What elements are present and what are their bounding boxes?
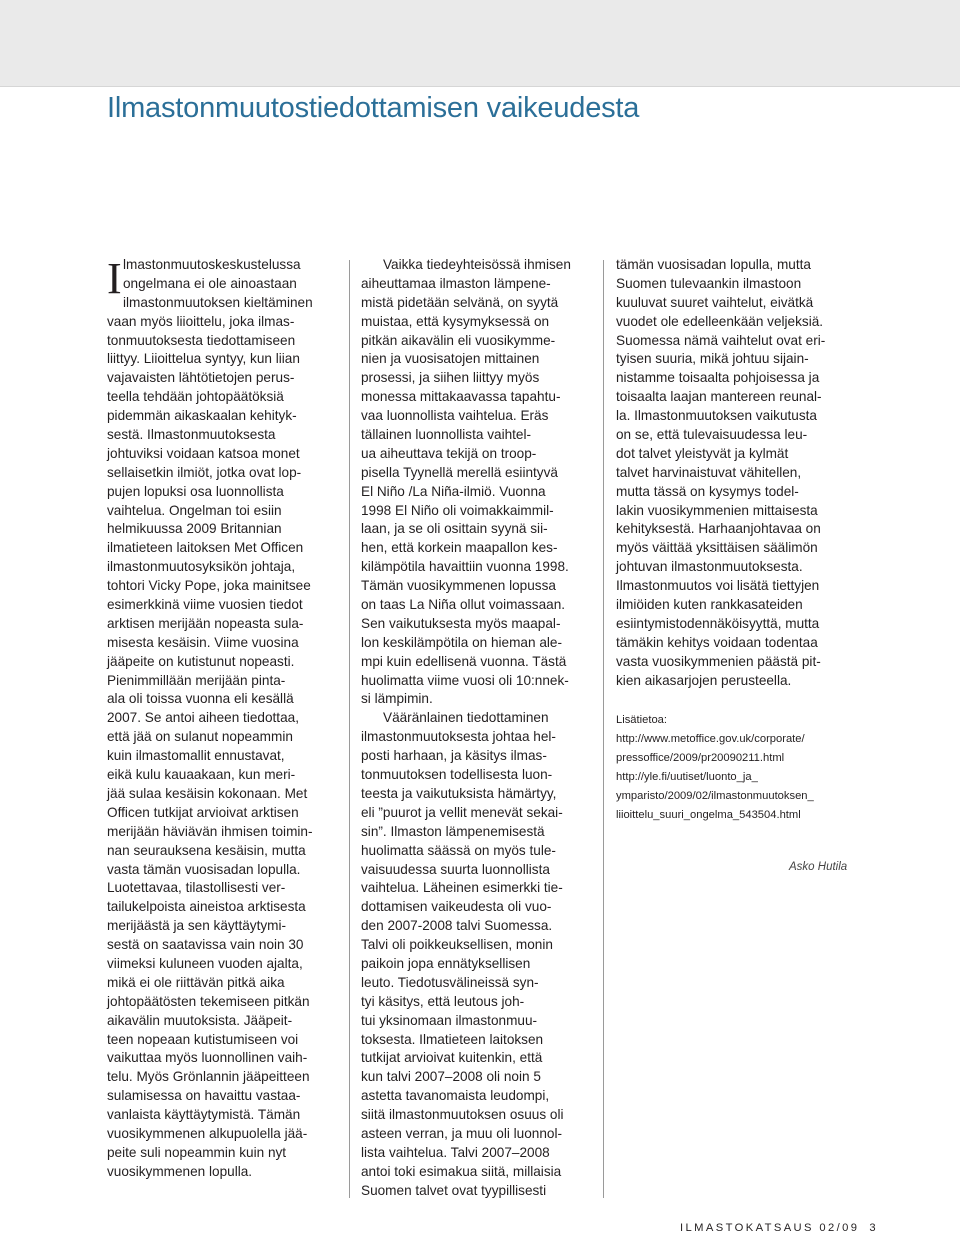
text-line: aikavälin muutoksista. Jääpeit-	[107, 1012, 293, 1028]
text-line: toksesta. Ilmatieteen laitoksen	[361, 1031, 544, 1047]
text-line: antoi toki esimakua siitä, millaisia	[361, 1163, 562, 1179]
text-line: lakin vuosikymmenien mittaisesta	[616, 502, 818, 518]
text-line: merijään häviävän ihmisen toimin-	[107, 823, 313, 839]
text-line: johtuvan ilmastonmuutoksesta.	[616, 559, 803, 575]
text-line: lon keskilämpötila on hieman ale-	[361, 634, 562, 650]
text-line: prosessi, ja siihen liittyy myös	[361, 370, 540, 386]
text-line: tyisen suuria, mikä johtuu sijain-	[616, 351, 809, 367]
text-line: liittyy. Liioittelua syntyy, kun liian	[107, 351, 300, 367]
text-line: lmastonmuutoskeskustelussa	[123, 257, 301, 272]
text-line: viimeksi kuluneen vuoden ajalta,	[107, 955, 303, 971]
text-line: vaihtelua. Läheinen esimerkki tie-	[361, 880, 563, 896]
text-line: misesta kesäisin. Viime vuosina	[107, 634, 299, 650]
text-line: muistaa, että kysymyksessä on	[361, 313, 550, 329]
text-line: tämän vuosisadan lopulla, mutta	[616, 257, 811, 272]
text-line: huolimatta viime vuosi oli 10:nnek-	[361, 672, 569, 688]
publication-name: ILMASTOKATSAUS 02/09	[680, 1222, 860, 1234]
text-line: tällainen luonnollista vaihtel-	[361, 427, 532, 443]
text-line: laan, ja se oli osittain syynä sii-	[361, 521, 548, 537]
page-footer	[680, 1222, 876, 1234]
text-line: vajavaisten lähtötietojen perus-	[107, 370, 295, 386]
text-line: helmikuussa 2009 Britannian	[107, 521, 282, 537]
text-line: kun talvi 2007–2008 oli noin 5	[361, 1069, 541, 1085]
text-line: tonmuutoksen todellisesta luon-	[361, 767, 553, 783]
text-line: jää sulaa kesäisin kokonaan. Met	[107, 785, 308, 801]
text-line: hen, että korkein maapallon kes-	[361, 540, 558, 556]
text-line: nien ja vuosisatojen mittainen	[361, 351, 540, 367]
text-line: teesta ja vaikutuksista hämärtyy,	[361, 785, 557, 801]
link-line[interactable]: http://www.metoffice.gov.uk/corporate/	[616, 733, 805, 745]
text-line: tailukelpoista aineistoa arktisesta	[107, 899, 306, 915]
text-line: ala oli toissa vuonna eli kesällä	[107, 691, 294, 707]
text-line: esimerkkinä viime vuosien tiedot	[107, 597, 303, 613]
text-line: sestä. Ilmastonmuutoksesta	[107, 427, 276, 443]
text-line: pujen lopuksi osa luonnollista	[107, 483, 284, 499]
text-line: sin”. Ilmaston lämpenemisestä	[361, 823, 545, 839]
text-line: 2007. Se antoi aiheen tiedottaa,	[107, 710, 299, 726]
text-line: aiheuttamaa ilmaston lämpene-	[361, 275, 551, 291]
text-line: Luotettavaa, tilastollisesti ver-	[107, 880, 286, 896]
text-line: toisaalta laajan mantereen reunal-	[616, 389, 822, 405]
text-line: vasta vuosikymmenien päästä pit-	[616, 653, 821, 669]
text-line: Sen vaikutuksesta myös maapal-	[361, 615, 561, 631]
text-line: myös väittää yksittäisen säälimön	[616, 540, 818, 556]
article-title: Ilmastonmuutostiedottamisen vaikeudesta	[107, 92, 640, 124]
text-line: lista vaihtelua. Talvi 2007–2008	[361, 1144, 550, 1160]
text-line: vuodet ole edelleenkään veljeksiä.	[616, 313, 824, 329]
text-line: tämäkin kehitys voidaan todentaa	[616, 634, 818, 650]
link-line[interactable]: ymparisto/2009/02/ilmastonmuutoksen_	[616, 790, 814, 802]
text-line: asteen verran, ja muu oli luonnol-	[361, 1125, 562, 1141]
text-line: pitkän aikavälin eli vuosikymme-	[361, 332, 556, 348]
body-column-3	[616, 256, 852, 690]
text-line: astetta tavanomaista leudompi,	[361, 1088, 550, 1104]
text-line: on se, että tulevaisuudessa leu-	[616, 427, 808, 443]
text-line: mikä ei ole riittävän pitkä aika	[107, 974, 285, 990]
text-line: Suomen talvet ovat tyypillisesti	[361, 1182, 547, 1198]
text-line: tutkijat arvioivat kuitenkin, että	[361, 1050, 543, 1066]
text-line: vuosikymmenen lopulla.	[107, 1163, 253, 1179]
column-divider	[603, 260, 604, 1198]
text-line: sestä on saatavissa vain noin 30	[107, 937, 304, 953]
text-line: posti harhaan, ja käsitys ilmas-	[361, 748, 547, 764]
text-line: Suomen tulevaankin ilmastoon	[616, 275, 802, 291]
text-line: mpi kuin edellisenä vuonna. Tästä	[361, 653, 567, 669]
text-line: siitä ilmastonmuutoksen osuus oli	[361, 1107, 564, 1123]
text-line: leuto. Tiedotusvälineissä syn-	[361, 974, 539, 990]
text-line: vaan myös liioittelu, joka ilmas-	[107, 313, 295, 329]
text-line: ua aiheuttava tekijä on troop-	[361, 445, 537, 461]
text-line: den 2007-2008 talvi Suomessa.	[361, 918, 553, 934]
body-column-1	[107, 256, 343, 1182]
text-line: jääpeite on kutistunut nopeasti.	[107, 653, 295, 669]
text-line: Vaikka tiedeyhteisössä ihmisen	[383, 257, 571, 272]
text-line: ilmastonmuutosyksikön johtaja,	[107, 559, 296, 575]
text-line: esiintymistodennäköisyyttä, mutta	[616, 615, 820, 631]
text-line: mutta tässä on kysymys todel-	[616, 483, 799, 499]
text-line: El Niño /La Niña-ilmiö. Vuonna	[361, 483, 546, 499]
column-divider	[349, 260, 350, 1198]
drop-cap: I	[107, 254, 122, 303]
text-line: talvet harvinaistuvat vähitellen,	[616, 464, 802, 480]
text-line: nan seurauksena kesäisin, mutta	[107, 842, 306, 858]
text-line: 1998 El Niño oli voimakkaimmil-	[361, 502, 554, 518]
text-line: arktisen merijään nopeasta sula-	[107, 615, 304, 631]
links-heading: Lisätietoa:	[616, 714, 667, 726]
text-line: tonmuutoksesta tiedottamiseen	[107, 332, 296, 348]
text-line: peite suli nopeammin kuin nyt	[107, 1144, 287, 1160]
text-line: Officen tutkijat arvioivat arktisen	[107, 804, 299, 820]
text-line: kehityksestä. Harhaanjohtavaa on	[616, 521, 821, 537]
text-line: kilämpötila havaittiin vuonna 1998.	[361, 559, 569, 575]
text-line: tui yksinomaan ilmastonmuu-	[361, 1012, 538, 1028]
text-line: johtuviksi voidaan katsoa monet	[107, 445, 300, 461]
text-line: eli ”puurot ja vellit menevät sekai-	[361, 804, 563, 820]
text-line: monessa mittakaavassa tapahtu-	[361, 389, 561, 405]
link-line[interactable]: http://yle.fi/uutiset/luonto_ja_	[616, 771, 758, 783]
text-line: sulamisessa on havaittu vastaa-	[107, 1088, 301, 1104]
text-line: tyi käsitys, että leutous joh-	[361, 993, 525, 1009]
text-line: vanlaista käyttäytymistä. Tämän	[107, 1107, 301, 1123]
text-line: kien aikasarjojen perusteella.	[616, 672, 792, 688]
text-line: merijäästä ja sen käyttäytymi-	[107, 918, 287, 934]
text-line: vaa luonnollista vaihtelua. Eräs	[361, 408, 549, 424]
text-line: si lämpimin.	[361, 691, 433, 707]
link-line[interactable]: liioittelu_suuri_ongelma_543504.html	[616, 809, 801, 821]
text-line: Pienimmillään merijään pinta-	[107, 672, 286, 688]
text-line: kuin ilmastomallit ennustavat,	[107, 748, 285, 764]
link-line[interactable]: pressoffice/2009/pr20090211.html	[616, 752, 785, 764]
text-line: dottamisen vaikeudesta oli vuo-	[361, 899, 552, 915]
text-line: nistamme toisaalta pohjoisessa ja	[616, 370, 820, 386]
text-line: pisella Tyynellä merellä esiintyvä	[361, 464, 558, 480]
text-line: että jää on sulanut nopeammin	[107, 729, 293, 745]
text-line: paikoin jopa ennätyksellisen	[361, 955, 531, 971]
header-band	[0, 0, 960, 87]
text-line: kuuluvat suuret vaihtelut, eivätkä	[616, 294, 814, 310]
text-line: Tämän vuosikymmenen lopussa	[361, 578, 556, 594]
author-byline: Asko Hutila	[789, 861, 848, 873]
text-line: Vääränlainen tiedottaminen	[383, 710, 549, 726]
body-column-2	[361, 256, 593, 1201]
text-line: eikä kulu kauaakaan, kun meri-	[107, 767, 296, 783]
further-info-links	[616, 711, 856, 825]
text-line: Ilmastonmuutos voi lisätä tiettyjen	[616, 578, 820, 594]
text-line: vasta tämän vuosisadan lopulla.	[107, 861, 301, 877]
text-line: ilmastonmuutoksesta johtaa hel-	[361, 729, 556, 745]
text-line: sellaisetkin ilmiöt, jotka ovat lop-	[107, 464, 302, 480]
text-line: ongelmana ei ole ainoastaan	[123, 275, 297, 291]
text-line: tohtori Vicky Pope, joka mainitsee	[107, 578, 311, 594]
text-line: huolimatta säässä on myös tule-	[361, 842, 556, 858]
text-line: vuosikymmenen alkupuolella jää-	[107, 1125, 308, 1141]
text-line: ilmatieteen laitoksen Met Officen	[107, 540, 304, 556]
text-line: vaikuttaa myös luonnollinen vaih-	[107, 1050, 308, 1066]
text-line: ilmastonmuutoksen kieltäminen	[123, 294, 313, 310]
page-number: 3	[869, 1222, 876, 1234]
text-line: la. Ilmastonmuutoksen vaikutusta	[616, 408, 817, 424]
text-line: on taas La Niña ollut voimassaan.	[361, 597, 566, 613]
text-line: teella tehdään johtopäätöksiä	[107, 389, 284, 405]
text-line: teen nopeaan kutistumiseen voi	[107, 1031, 299, 1047]
text-line: ilmiöiden kuten rankkasateiden	[616, 597, 803, 613]
text-line: Suomessa nämä vaihtelut ovat eri-	[616, 332, 826, 348]
text-line: telu. Myös Grönlannin jääpeitteen	[107, 1069, 310, 1085]
text-line: pidemmän aikaskaalan kehityk-	[107, 408, 297, 424]
text-line: vaihtelua. Ongelman toi esiin	[107, 502, 282, 518]
text-line: mistä pidetään selvänä, on syytä	[361, 294, 559, 310]
text-line: Talvi oli poikkeuksellisen, monin	[361, 937, 553, 953]
text-line: dot talvet yleistyvät ja kylmät	[616, 445, 789, 461]
text-line: johtopäätösten tekemiseen pitkän	[107, 993, 310, 1009]
text-line: vaisuudessa suurta luonnollista	[361, 861, 550, 877]
